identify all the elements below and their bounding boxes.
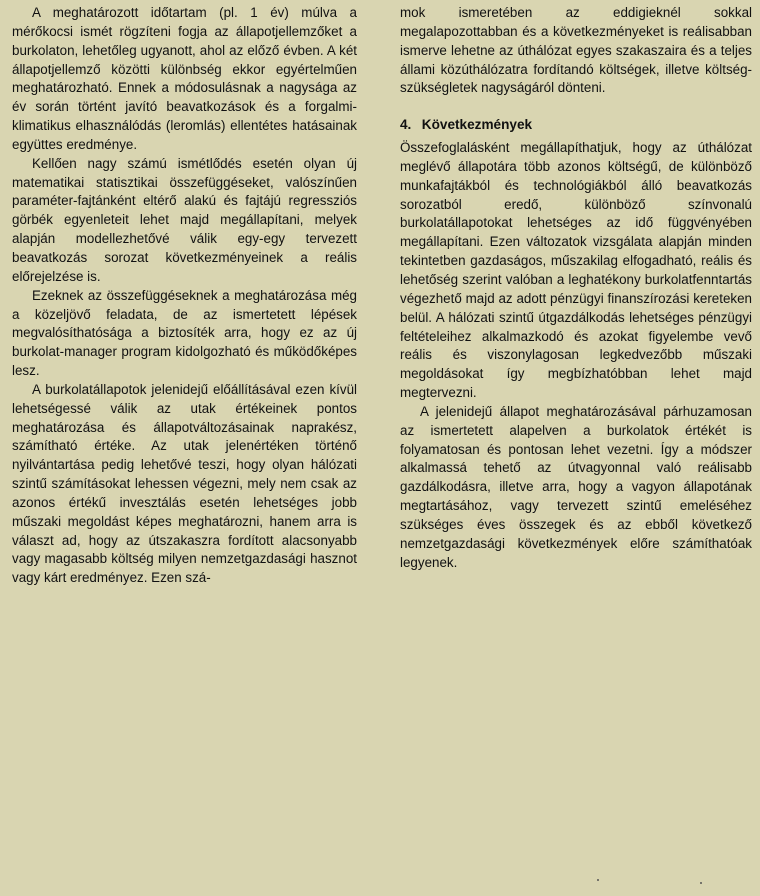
body-paragraph: Összefoglalásként megállapíthatjuk, hogy az úthálózat meglévő állapotára több azonos költségű, de különböző munkafajtákból és technológiákból álló beavatkozás sorozatból eredő, különböző színvonalú burkolatállapotokat lehetséges az idő függvényében megállapítani. Ezen változatok vizsgálata alapján minden tekintetben gazdaságos, műszakilag elfogadható, reális és lehetőség szerint valóban a leghatékony burkolatfenntartás végezhető majd az adott pénzügyi finanszírozási kereteken belül. A hálózati szintű útgazdálkodás lehetséges pénzügyi feltételeihez alkalmazkodó és azokat figyelembe vevő reális és viszonylagosan legkedvezőbb műszaki megoldásokat így megbízhatóbban lehet majd megtervezni. bbox=[400, 140, 752, 401]
body-paragraph: Kellően nagy számú ismétlődés esetén olyan új matematikai statisztikai összefüggéseket, valószínűen paraméter-fajtánként eltérő alakú és fajtájú regressziós görbék egyenleteit lehet majd megállapítani, melyek alapján modellezhetővé válik egy-egy tervezett beavatkozás sorozat következményeinek a reális előrejelzése is. bbox=[12, 155, 357, 284]
body-paragraph: A meghatározott időtartam (pl. 1 év) múlva a mérőkocsi ismét rögzíteni fogja az állapotjellemzőket a burkolaton, lehetőleg ugyanott, ahol az előző évben. A két állapotjellemző közötti különbség ekkor egyértelműen meghatározható. Ennek a módosulásnak a nagysága az év során történt javító beavatkozások és a forgalmi-klimatikus elhasználódás (leromlás) ellentétes hatásainak együttes eredménye. bbox=[12, 5, 357, 152]
left-column bbox=[12, 4, 357, 588]
body-paragraph: Ezeknek az összefüggéseknek a meghatározása még a közeljövő feladata, de az ismertetett lépések megvalósíthatósága a biztosíték arra, hogy ez az új burkolat-manager program kidolgozható és működőképes lesz. bbox=[12, 287, 357, 379]
scan-speck bbox=[597, 879, 599, 881]
body-paragraph: A burkolatállapotok jelenidejű előállításával ezen kívül lehetségessé válik az utak értékeinek pontos meghatározása és állapotváltozásainak naprakész, számítható értéke. Az utak jelenértéken történő nyilvántartása pedig lehetővé teszi, hogy olyan hálózati szintű számításokat lehessen végezni, mely nem csak az azonos értékű invesztálás esetén lehetséges jobb műszaki megoldást képes meghatározni, hanem arra is választ ad, hogy az útszakaszra fordított alacsonyabb vagy magasabb költség milyen nemzetgazdasági hasznot vagy kárt eredményez. Ezen szá- bbox=[12, 381, 357, 586]
section-heading bbox=[400, 116, 752, 135]
body-paragraph: A jelenidejű állapot meghatározásával párhuzamosan az ismertetett alapelven a burkolatok értékét is folyamatosan és pontosan lehet vezetni. Így a módszer alkalmassá tehető az útvagyonnal való reálisabb gazdálkodásra, illetve arra, hogy a vagyon állapotának megtartásához, vagy tervezett szintű emeléséhez szükséges éves összegek és az ebből következő nemzetgazdasági következmények előre számíthatóak legyenek. bbox=[400, 403, 752, 570]
right-column bbox=[400, 4, 752, 572]
section-title: Következmények bbox=[421, 117, 533, 133]
continuation-paragraph: mok ismeretében az eddigieknél sokkal megalapozottabban és a következményeket is reálisabban ismerve lehetne az úthálózat egyes szakaszaira és a teljes állami közúthálózatra fordítandó költségek, illetve költség-szükségletek nagyságáról dönteni. bbox=[400, 5, 752, 96]
scan-speck bbox=[700, 882, 702, 884]
section-number: 4. bbox=[400, 117, 412, 133]
